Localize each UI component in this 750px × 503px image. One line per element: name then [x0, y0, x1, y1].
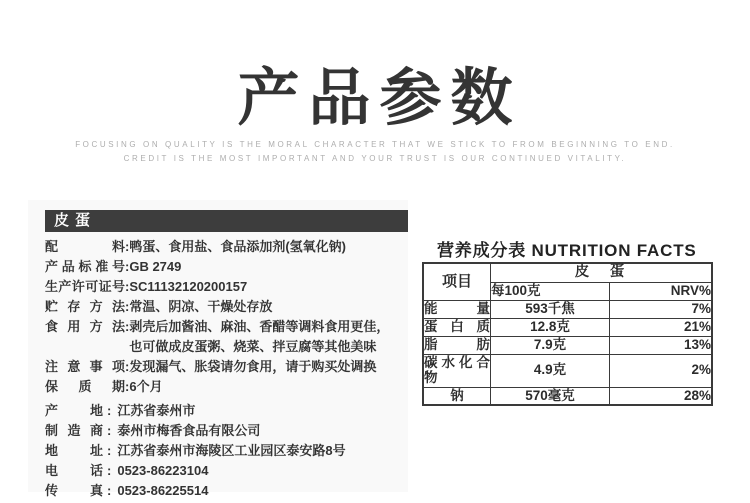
nutrient-amount: 12.8克: [490, 318, 609, 336]
info-label: 传真: [45, 483, 103, 498]
nutrition-col-header: 项目: [423, 263, 490, 300]
info-row-manufacturer: [45, 421, 402, 441]
tagline-line-1: FOCUSING ON QUALITY IS THE MORAL CHARACTER THAT WE STICK TO FROM BEGINNING TO END.: [75, 140, 675, 149]
product-info-rows: [45, 237, 402, 501]
info-value: 6个月: [129, 379, 163, 394]
nutrient-name: 蛋白质: [423, 318, 490, 336]
info-label: 地址: [45, 443, 103, 458]
nutrition-row-protein: [423, 318, 712, 336]
info-colon: :: [125, 239, 130, 254]
info-label: 电话: [45, 463, 103, 478]
nutrition-facts-title: 营养成分表 NUTRITION FACTS: [437, 241, 697, 260]
nutrition-header-row: [423, 263, 712, 282]
nutrition-product-header: 皮 蛋: [490, 263, 712, 282]
nutrient-amount: 4.9克: [490, 354, 609, 387]
info-colon: :: [107, 483, 112, 498]
info-row-caution: [45, 357, 402, 377]
info-label: 产品标准号: [45, 259, 125, 274]
info-row-ingredients: [45, 237, 402, 257]
info-value: SC11132120200157: [129, 279, 248, 294]
info-label: 制造商: [45, 423, 103, 438]
info-value: 0523-86225514: [117, 483, 209, 498]
info-label: 保质期: [45, 379, 125, 394]
nutrient-nrv: 7%: [610, 300, 712, 318]
nutrition-per100g-header: 每100克: [490, 282, 609, 300]
nutrition-row-carbohydrate: [423, 354, 712, 387]
info-label: 生产许可证号: [45, 279, 125, 294]
nutrient-nrv: 2%: [610, 354, 712, 387]
info-colon: :: [125, 279, 130, 294]
nutrient-name: 能量: [423, 300, 490, 318]
nutrition-row-sodium: [423, 387, 712, 405]
nutrient-nrv: 21%: [610, 318, 712, 336]
info-row-phone: [45, 461, 402, 481]
info-colon: :: [125, 319, 130, 334]
info-colon: :: [125, 379, 130, 394]
info-colon: :: [125, 259, 130, 274]
nutrient-name: 碳水化合物: [423, 354, 490, 387]
info-row-fax: [45, 481, 402, 501]
info-row-storage: [45, 297, 402, 317]
page-title: 产品参数: [237, 65, 522, 133]
nutrient-amount: 7.9克: [490, 336, 609, 354]
info-colon: :: [107, 423, 112, 438]
product-info-panel: [28, 200, 408, 498]
info-label: 食用方法: [45, 319, 125, 334]
info-value: 鸭蛋、食用盐、食品添加剂(氢氧化钠): [129, 239, 347, 254]
info-colon: :: [125, 359, 130, 374]
info-value: 剥壳后加酱油、麻油、香醋等调料食用更佳，也可做成皮蛋粥、烧菜、拌豆腐等其他美味: [129, 319, 390, 354]
info-colon: :: [107, 443, 112, 458]
info-label: 配料: [45, 239, 125, 254]
nutrition-row-fat: [423, 336, 712, 354]
info-colon: :: [107, 403, 112, 418]
nutrient-amount: 593千焦: [490, 300, 609, 318]
info-value: 江苏省泰州市海陵区工业园区泰安路8号: [117, 443, 346, 458]
info-row-shelf-life: [45, 377, 402, 397]
info-value: 常温、阴凉、干燥处存放: [129, 299, 273, 314]
nutrition-nrv-header: NRV%: [610, 282, 712, 300]
nutrition-facts-table: [422, 262, 713, 406]
info-label: 注意事项: [45, 359, 125, 374]
info-colon: :: [107, 463, 112, 478]
nutrient-nrv: 13%: [610, 336, 712, 354]
info-value: 泰州市梅香食品有限公司: [117, 423, 261, 438]
nutrition-row-energy: [423, 300, 712, 318]
info-value: GB 2749: [129, 259, 182, 274]
tagline-line-2: CREDIT IS THE MOST IMPORTANT AND YOUR TRUST IS OUR CONTINUED VITALITY.: [123, 154, 627, 163]
info-value: 发现漏气、胀袋请勿食用，请于购买处调换: [129, 359, 377, 374]
info-label: 贮存方法: [45, 299, 125, 314]
info-row-license-no: [45, 277, 402, 297]
info-value: 0523-86223104: [117, 463, 209, 478]
nutrient-nrv: 28%: [610, 387, 712, 405]
info-value: 江苏省泰州市: [117, 403, 196, 418]
page-tagline: [0, 138, 750, 166]
info-label: 产地: [45, 403, 103, 418]
info-row-origin: [45, 401, 402, 421]
nutrient-name: 钠: [423, 387, 490, 405]
info-row-standard-no: [45, 257, 402, 277]
info-row-address: [45, 441, 402, 461]
product-name-header: 皮蛋: [45, 210, 408, 232]
nutrient-amount: 570毫克: [490, 387, 609, 405]
nutrient-name: 脂肪: [423, 336, 490, 354]
info-row-usage: [45, 317, 402, 357]
info-colon: :: [125, 299, 130, 314]
